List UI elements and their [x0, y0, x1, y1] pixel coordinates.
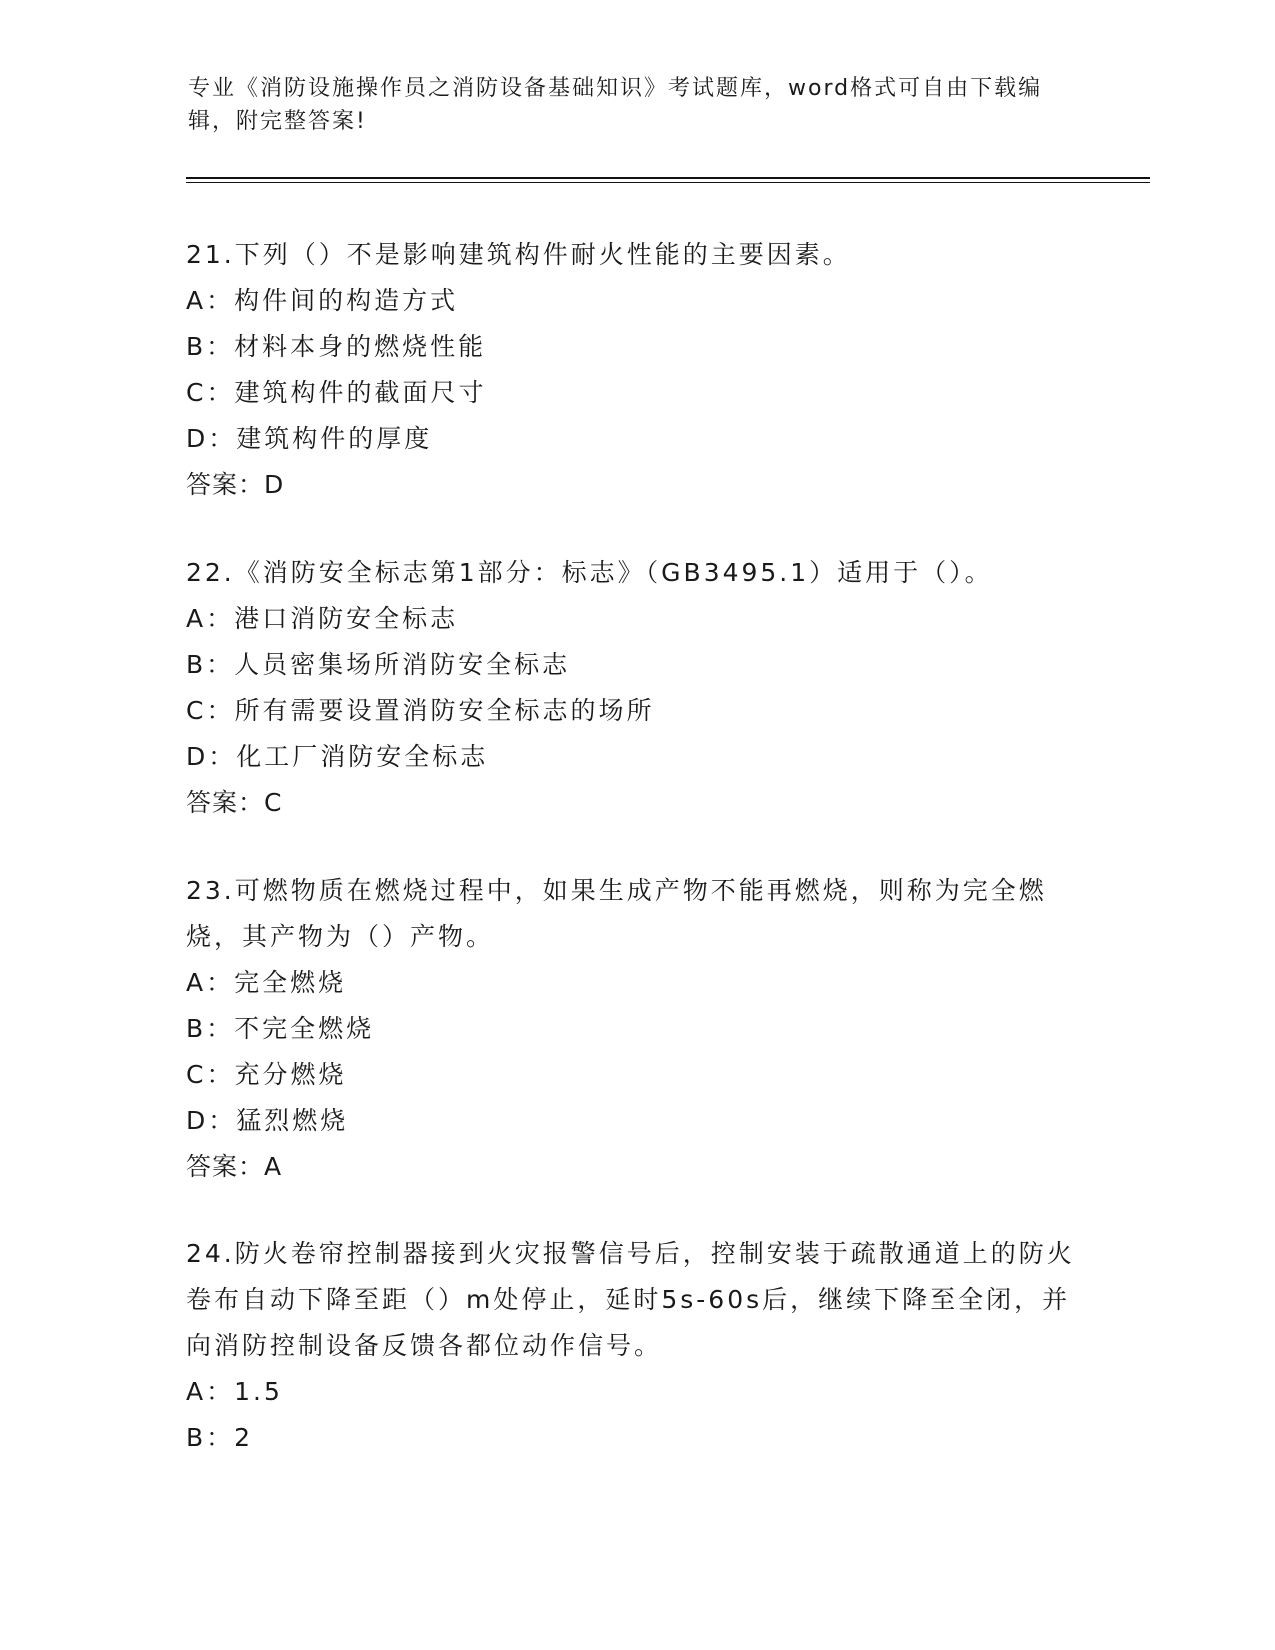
- answer-line: 答案：D: [186, 470, 285, 499]
- option-a: A：1.5: [186, 1377, 283, 1406]
- page-header-text: 专业《消防设施操作员之消防设备基础知识》考试题库，word格式可自由下载编辑，附完整答案!: [188, 76, 1043, 134]
- question-stem: 23.可燃物质在燃烧过程中，如果生成产物不能再燃烧，则称为完全燃烧，其产物为（）产物。: [186, 876, 1047, 951]
- option-d: D：建筑构件的厚度: [186, 424, 433, 453]
- question-stem: 24.防火卷帘控制器接到火灾报警信号后，控制安装于疏散通道上的防火卷布自动下降至距（）m处停止，延时5s-60s后，继续下降至全闭，并向消防控制设备反馈各都位动作信号。: [186, 1239, 1075, 1360]
- option-c: C：所有需要设置消防安全标志的场所: [186, 696, 655, 725]
- option-b: B：2: [186, 1423, 254, 1452]
- option-c: C：充分燃烧: [186, 1060, 347, 1089]
- question-22: [186, 550, 1086, 826]
- answer-line: 答案：C: [186, 788, 283, 817]
- question-23: [186, 868, 1086, 1190]
- option-b: B：材料本身的燃烧性能: [186, 332, 487, 361]
- option-c: C：建筑构件的截面尺寸: [186, 378, 487, 407]
- question-21: [186, 232, 1086, 508]
- question-stem: 21.下列（）不是影响建筑构件耐火性能的主要因素。: [186, 240, 851, 269]
- option-d: D：化工厂消防安全标志: [186, 742, 489, 771]
- question-stem: 22.《消防安全标志第1部分：标志》（GB3495.1）适用于（）。: [186, 558, 993, 587]
- option-d: D：猛烈燃烧: [186, 1106, 349, 1135]
- header-divider-thick: [186, 177, 1150, 179]
- option-a: A：港口消防安全标志: [186, 604, 459, 633]
- option-b: B：不完全燃烧: [186, 1014, 375, 1043]
- header-divider-thin: [186, 182, 1150, 183]
- option-a: A：构件间的构造方式: [186, 286, 459, 315]
- option-b: B：人员密集场所消防安全标志: [186, 650, 571, 679]
- answer-line: 答案：A: [186, 1152, 283, 1181]
- question-24: [186, 1231, 1086, 1461]
- option-a: A：完全燃烧: [186, 968, 347, 997]
